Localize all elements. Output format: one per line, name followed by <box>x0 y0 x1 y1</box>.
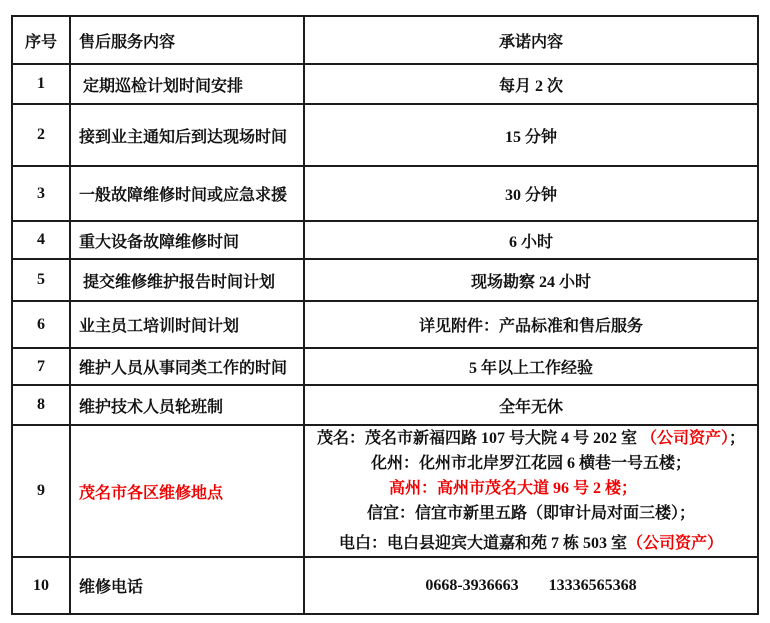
commitment-cell: 15 分钟 <box>304 104 758 166</box>
header-cell-commitment: 承诺内容 <box>304 16 758 64</box>
row-number-cell: 8 <box>12 385 70 425</box>
row-number-cell: 1 <box>12 64 70 104</box>
address-segment: 信宜：信宜市新里五路（即审计局对面三楼）； <box>366 505 695 522</box>
table-body <box>12 64 758 614</box>
header-cell-service-content: 售后服务内容 <box>70 16 304 64</box>
address-segment: 化州：化州市北岸罗江花园 6 横巷一号五楼； <box>370 455 691 472</box>
service-content-cell: 维护技术人员轮班制 <box>70 385 304 425</box>
address-segment: 电白：电白县迎宾大道嘉和苑 7 栋 503 室 <box>338 535 627 552</box>
repair-locations-list <box>305 426 757 556</box>
table-row <box>12 221 758 259</box>
table-row <box>12 166 758 221</box>
service-content-cell: 业主员工培训时间计划 <box>70 301 304 348</box>
service-content-cell: 提交维修维护报告时间计划 <box>70 259 304 301</box>
address-line <box>305 451 757 476</box>
row-number-cell: 4 <box>12 221 70 259</box>
row-number-cell: 3 <box>12 166 70 221</box>
service-content-cell: 定期巡检计划时间安排 <box>70 64 304 104</box>
address-segment: 高州：高州市茂名大道 96 号 2 楼； <box>388 480 637 497</box>
service-content-cell: 接到业主通知后到达现场时间 <box>70 104 304 166</box>
address-line <box>305 531 757 556</box>
service-content-cell: 维护人员从事同类工作的时间 <box>70 348 304 385</box>
service-content-cell: 维修电话 <box>70 557 304 614</box>
phone-number: 0668-3936663 <box>425 576 519 594</box>
table-row <box>12 348 758 385</box>
row-number-cell: 9 <box>12 425 70 557</box>
commitment-cell: 5 年以上工作经验 <box>304 348 758 385</box>
commitment-cell: 每月 2 次 <box>304 64 758 104</box>
address-segment: （公司资产） <box>627 535 724 552</box>
address-line <box>305 426 757 451</box>
commitment-cell: 全年无休 <box>304 385 758 425</box>
row-number-cell: 6 <box>12 301 70 348</box>
commitment-cell: 现场勘察 24 小时 <box>304 259 758 301</box>
table-row <box>12 259 758 301</box>
address-line <box>304 476 739 501</box>
header-row <box>12 16 758 64</box>
row-number-cell: 2 <box>12 104 70 166</box>
table-row <box>12 64 758 104</box>
row-number-cell: 5 <box>12 259 70 301</box>
address-segment: （公司资产） <box>640 430 729 447</box>
table-row <box>12 557 758 614</box>
service-content-cell: 重大设备故障维修时间 <box>70 221 304 259</box>
table-row <box>12 104 758 166</box>
header-cell-index: 序号 <box>12 16 70 64</box>
phone-number: 13336565368 <box>548 576 637 594</box>
row-number-cell: 10 <box>12 557 70 614</box>
row-number-cell: 7 <box>12 348 70 385</box>
commitment-cell: 6 小时 <box>304 221 758 259</box>
commitment-cell: 30 分钟 <box>304 166 758 221</box>
address-line <box>305 501 757 526</box>
service-content-cell: 一般故障维修时间或应急求援 <box>70 166 304 221</box>
table-row <box>12 385 758 425</box>
table-row <box>12 301 758 348</box>
after-sales-service-table <box>11 15 759 615</box>
service-content-cell: 茂名市各区维修地点 <box>70 425 304 557</box>
address-segment: ； <box>729 430 746 447</box>
commitment-cell <box>304 425 758 557</box>
commitment-cell: 详见附件：产品标准和售后服务 <box>304 301 758 348</box>
commitment-cell <box>304 557 758 614</box>
address-segment: 茂名：茂名市新福四路 107 号大院 4 号 202 室 <box>316 430 641 447</box>
table-row <box>12 425 758 557</box>
